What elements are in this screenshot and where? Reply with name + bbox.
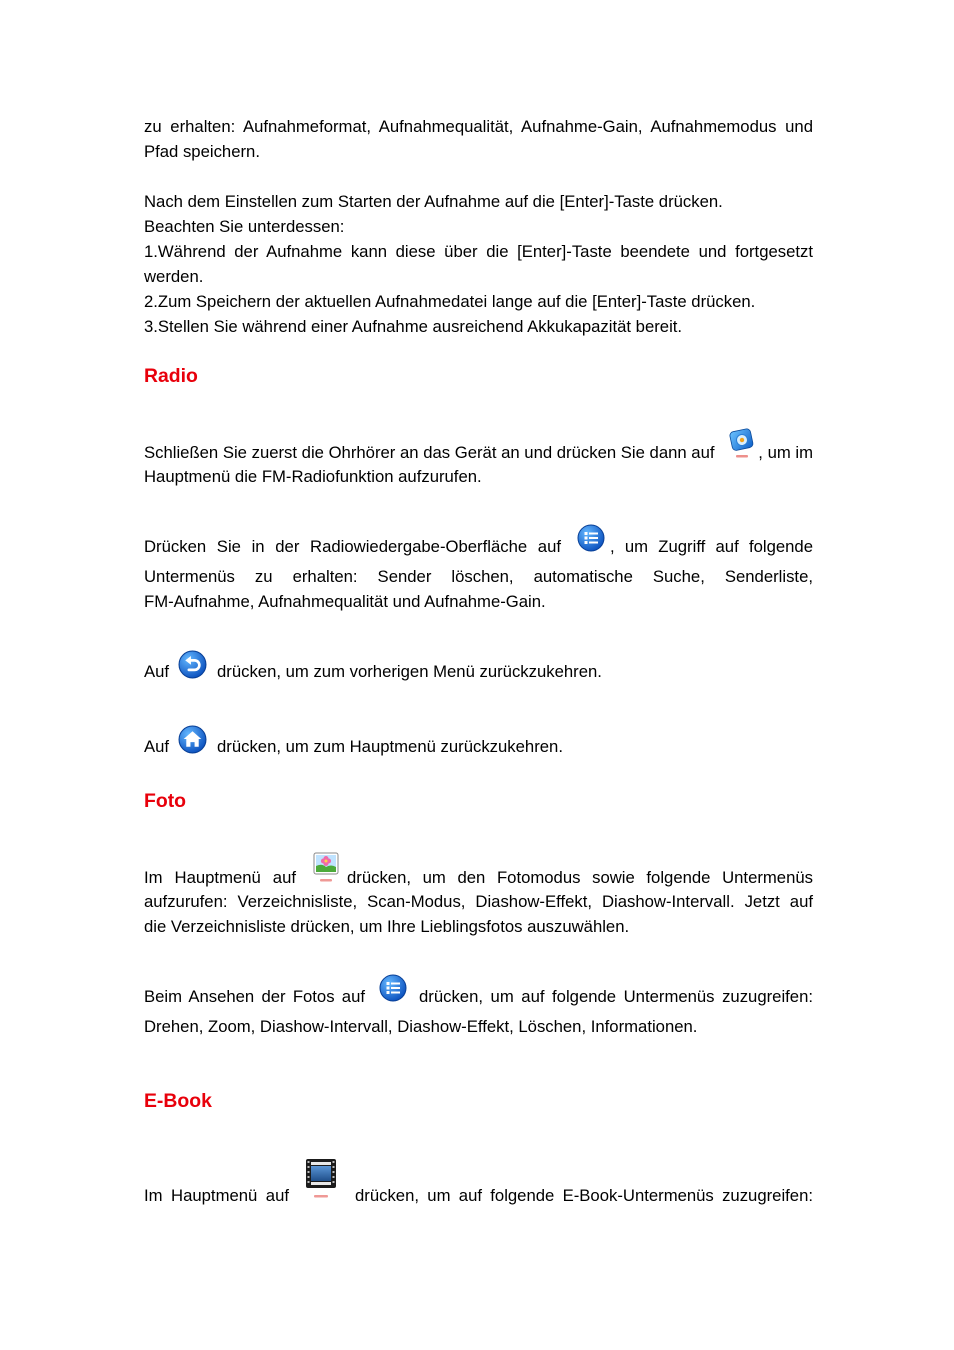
paragraph-line: werden. [144,267,204,286]
paragraph-line: Pfad speichern. [144,142,260,161]
paragraph-line: FM-Aufnahme, Aufnahmequalität und Aufnahme-Gain. [144,592,546,611]
paragraph-line: 1.Während der Aufnahme kann diese über die [Enter]-Taste beendete und fortgesetzt [144,242,813,261]
photo-app-icon [312,852,340,886]
photo-open-text-before: Im Hauptmenü auf [144,868,296,887]
paragraph-line: Drehen, Zoom, Diashow-Intervall, Diashow-Effekt, Löschen, Informationen. [144,1017,698,1036]
radio-back-text-before: Auf [144,662,170,681]
photo-open-text-after: drücken, um den Fotomodus sowie folgende Untermenüs [347,868,813,887]
radio-open-text-after: , um im [758,443,813,462]
radio-submenu-text-after: , um Zugriff auf folgende [610,537,813,556]
radio-home-text-after: drücken, um zum Hauptmenü zurückzukehren. [217,737,563,756]
paragraph-line: die Verzeichnisliste drücken, um Ihre Lieblingsfotos auszuwählen. [144,917,630,936]
radio-home-text-before: Auf [144,737,170,756]
ebook-open-text-after: drücken, um auf folgende E-Book-Untermenüs zuzugreifen: [355,1186,813,1205]
radio-open-text-before: Schließen Sie zuerst die Ohrhörer an das Gerät an und drücken Sie dann auf [144,443,715,462]
photo-submenu-text-before: Beim Ansehen der Fotos auf [144,987,365,1006]
ebook-open-text-before: Im Hauptmenü auf [144,1186,289,1205]
paragraph-line: Untermenüs zu erhalten: Sender löschen, automatische Suche, Senderliste, [144,567,813,586]
photo-submenu-text-after: drücken, um auf folgende Untermenüs zuzugreifen: [419,987,813,1006]
section-heading-photo: Foto [144,790,186,812]
section-heading-radio: Radio [144,365,198,387]
paragraph-line: 2.Zum Speichern der aktuellen Aufnahmedatei lange auf die [Enter]-Taste drücken. [144,292,756,311]
paragraph-line: aufzurufen: Verzeichnisliste, Scan-Modus, Diashow-Effekt, Diashow-Intervall. Jetzt auf [144,892,813,911]
radio-submenu-text-before: Drücken Sie in der Radiowiedergabe-Oberfläche auf [144,537,561,556]
paragraph-line: 3.Stellen Sie während einer Aufnahme ausreichend Akkukapazität bereit. [144,317,683,336]
paragraph-line: Hauptmenü die FM-Radiofunktion aufzurufen. [144,467,482,486]
paragraph-line: Nach dem Einstellen zum Starten der Aufnahme auf die [Enter]-Taste drücken. [144,192,723,211]
menu-list-icon [379,974,407,1002]
section-heading-ebook: E-Book [144,1090,212,1112]
radio-app-icon [728,427,756,461]
paragraph-line: zu erhalten: Aufnahmeformat, Aufnahmequalität, Aufnahme-Gain, Aufnahmemodus und [144,117,813,136]
paragraph-line: Beachten Sie unterdessen: [144,217,345,236]
back-icon [178,650,207,679]
ebook-app-icon [305,1158,337,1204]
home-icon [178,725,207,754]
radio-back-text-after: drücken, um zum vorherigen Menü zurückzukehren. [217,662,602,681]
menu-list-icon [577,524,605,552]
